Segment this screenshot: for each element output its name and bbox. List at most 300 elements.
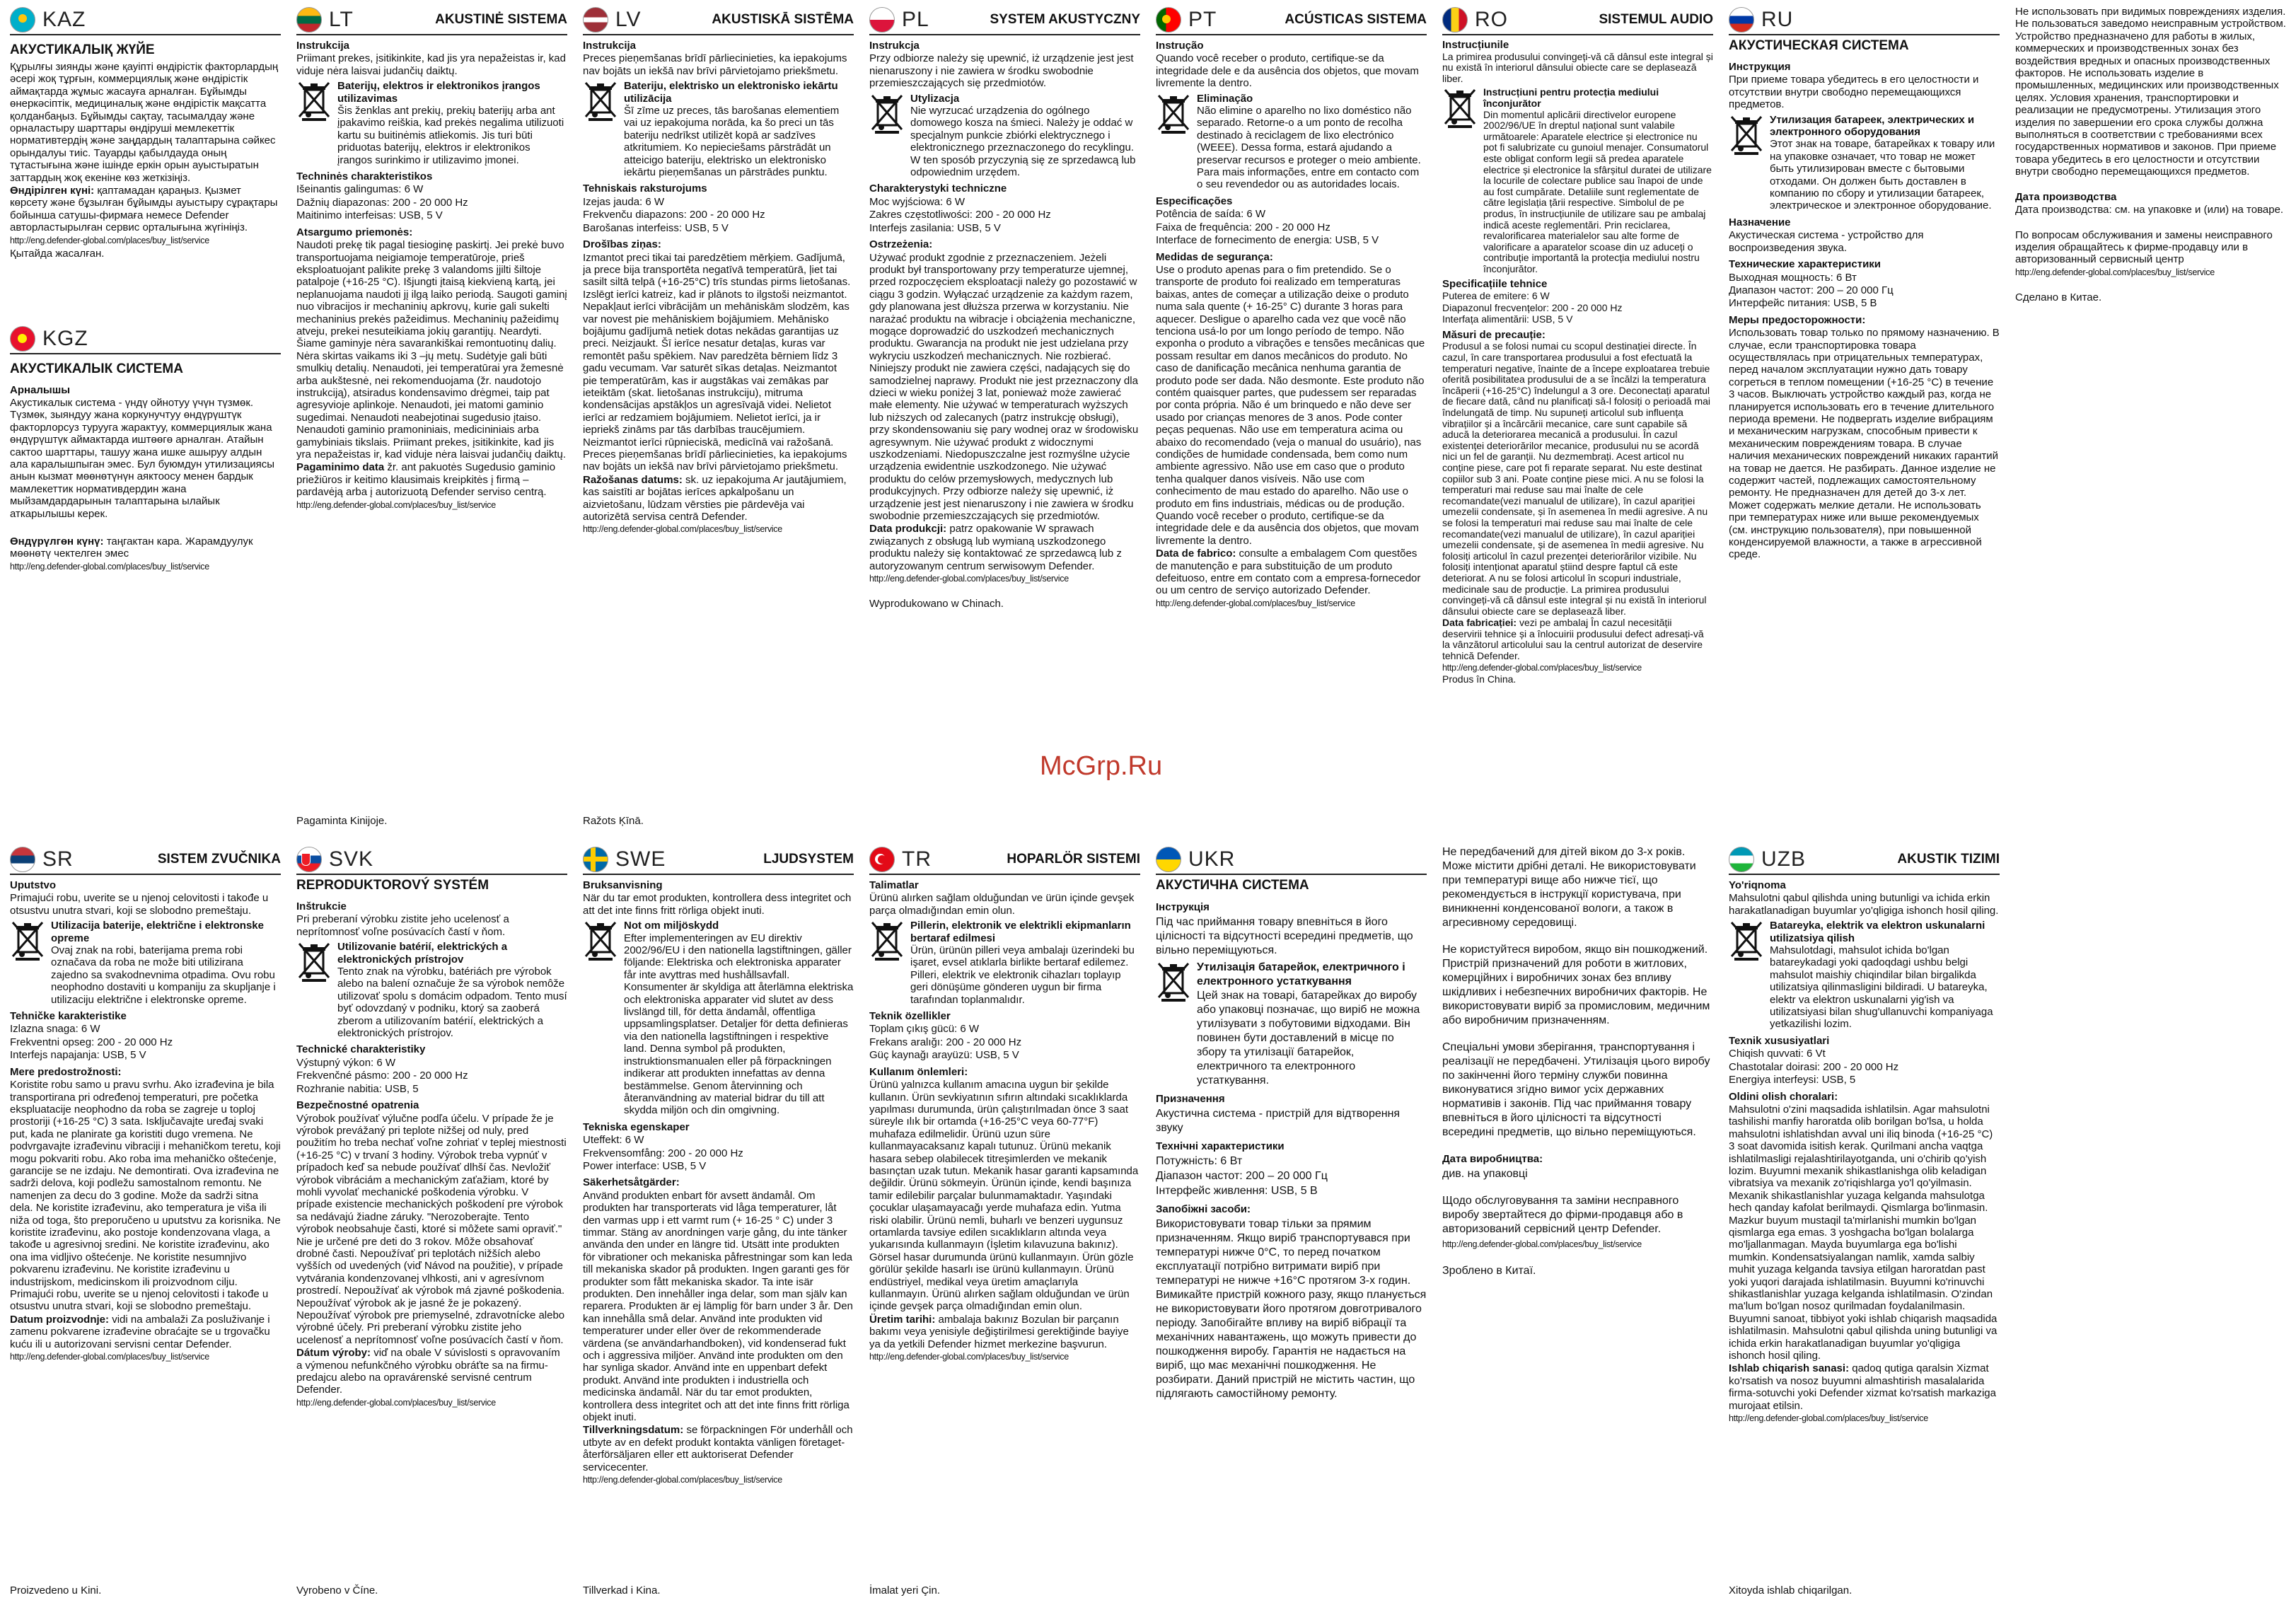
crossed-bin-icon bbox=[583, 920, 618, 961]
column-swe bbox=[580, 845, 857, 1599]
section-body-kaz bbox=[10, 61, 281, 261]
heading: Запобіжні засоби: bbox=[1156, 1203, 1251, 1215]
heading: Instrukcija bbox=[583, 40, 637, 52]
heading: Tehniskais raksturojums bbox=[583, 182, 707, 195]
paragraph: Ürünü alırken sağlam olduğundan ve ürün içinde gevşek parça olmadığından emin olun. bbox=[869, 892, 1135, 917]
language-code: KAZ bbox=[42, 8, 86, 31]
section-body-ro bbox=[1442, 35, 1713, 830]
date-label: Data de fabrico: bbox=[1156, 547, 1236, 560]
column-ru-continued bbox=[2012, 6, 2289, 830]
service-url: http://eng.defender-global.com/places/buy_list/service bbox=[1442, 1239, 1642, 1249]
recycling-title: Утилізація батарейок, електричного і електронного устаткування bbox=[1197, 961, 1405, 987]
section-body-lv bbox=[583, 35, 854, 815]
service-url: http://eng.defender-global.com/places/buy_list/service bbox=[10, 1352, 209, 1362]
recycling-text: Tento znak na výrobku, batériách pre výrobok alebo na balení označuje že sa výrobok nemôže utilizovať spolu s domácim odpadom. Tento musí byť odovzdaný v podniku, ktorý sa zaoberá zberom a utilizovaním batérií, elektrických a elektronických prístrojov. bbox=[337, 966, 567, 1040]
heading: Specificațiile tehnice bbox=[1442, 278, 1548, 291]
spec-line: Интерфейс питания: USB, 5 В bbox=[1729, 297, 1877, 310]
date-label: Pagaminimo data bbox=[296, 461, 385, 474]
crossed-bin-icon bbox=[583, 80, 618, 121]
heading: Tekniska egenskaper bbox=[583, 1120, 690, 1133]
column-sr bbox=[7, 845, 284, 1599]
recycling-title: Baterijų, elektros ir elektronikos įrangos utilizavimas bbox=[337, 80, 540, 105]
heading: Oldini olish choralari: bbox=[1729, 1090, 1838, 1103]
date-label: Data fabricației: bbox=[1442, 617, 1517, 629]
column-lv bbox=[580, 6, 857, 830]
heading: Techninės charakteristikos bbox=[296, 170, 433, 183]
paragraph: När du tar emot produkten, kontrollera dess integritet och att det inte finns fritt rörliga objekt inuti. bbox=[583, 892, 852, 917]
column-pt bbox=[1153, 6, 1430, 830]
spec-line: Interfața alimentării: USB, 5 V bbox=[1442, 313, 1573, 325]
heading: Technické charakteristiky bbox=[296, 1043, 426, 1056]
recycling-title: Bateriju, elektrisko un elektronisko iekārtu utilizācija bbox=[624, 80, 838, 105]
section-title: SYSTEM AKUSTYCZNY bbox=[990, 12, 1140, 27]
spec-line: Chastotalar doirasi: 200 - 20 000 Hz bbox=[1729, 1060, 1899, 1073]
column-ukr-continued bbox=[1439, 845, 1716, 1599]
section-title: ACÚSTICAS SISTEMA bbox=[1285, 12, 1427, 27]
recycling-text: Mahsulotdagi, mahsulot ichida bo'lgan batareykadagi yoki qadoqdagi ushbu belgi mahsulot maishiy chiqindilar bilan birgalikda utilizatsiya qilinmasligini bildiradi. U batareyka, elektr va elektron uskunalarni yig'ish va utilizatsiyasi bilan shug'ullanuvchi kompaniyaga yetkazilishi lozim. bbox=[1770, 944, 1993, 1031]
heading: Medidas de segurança: bbox=[1156, 250, 1273, 263]
date-text: viď na obale V súvislosti s opravovaním a výmenou nefunkčného výrobku obráťte sa na firmu-predajcu alebo na opravárenské servisné centrum Defender. bbox=[296, 1347, 560, 1396]
date-text: consulte a embalagem Com questões de manutenção e para substituição de um produto defeituoso, entre em contato com a empresa-fornecedor ou um centro de serviço autorizado Defender. bbox=[1156, 547, 1421, 597]
spec-line: Güç kaynağı arayüzü: USB, 5 V bbox=[869, 1049, 1019, 1062]
section-title: SISTEMUL AUDIO bbox=[1599, 12, 1713, 27]
paragraph: Не использовать при видимых повреждениях изделия. Не пользоваться заведомо неисправным устройством. Устройство предназначено для работы в жилых, коммерческих и производственных зонах без воздействия вредных и опасных производственных факторов. Не использовать изделие в промышленных, медицинских или производственных целях. Условия хранения, транспортировки и реализации не предусмотрены. Утилизация этого изделия по завершении его срока службы должна выполняться в соответствии с требованиями всех государственных нормативов и законов. При приеме товара убедитесь в его целостности и отсутствии внутри свободно перемещающихся предметов. bbox=[2015, 6, 2286, 178]
paragraph: La primirea produsului convingeți-vă că dânsul este integral și nu există în interiorul dânsului obiecte care se deplasează liber. bbox=[1442, 50, 1713, 84]
service-url: http://eng.defender-global.com/places/buy_list/service bbox=[10, 561, 209, 572]
language-code: PT bbox=[1188, 8, 1217, 31]
paragraph: Przy odbiorze należy się upewnić, iż urządzenie jest jest nienaruszony i nie zawiera w środku swobodnie przemieszczających się przedmiotów. bbox=[869, 52, 1134, 90]
spec-line: Діапазон частот: 200 – 20 000 Гц bbox=[1156, 1170, 1328, 1182]
paragraph: Używać produkt zgodnie z przeznaczeniem. Jeżeli produkt był transportowany przy temperaturze ujemnej, przed rozpoczęciem eksploatacji należy go pozostawić w ciągu 3 godzin. Wyłączać urządzenie za każdym razem, gdy planowana jest dłuższa przerwa w korzystaniu. Nie narażać produktu na wibracje i obciążenia mechaniczne, mogące doprowadzić do uszkodzeń mechanicznych produktu. Gwarancja na produkt nie jest udzielana przy wykryciu uszkodzeń mechanicznych. Nie rozbierać. Niniejszy produkt nie zawiera części, nadających się do samodzielnej naprawy. Produkt nie jest przeznaczony dla dzieci w wieku poniżej 3 lat, ponieważ może zawierać małe elementy. Nie używać w temperaturach wyższych lub niższych od zalecanych (patrz instrukcję obsługi), przy skondensowaniu się pary wodnej oraz w środowisku agresywnym. Nie używać produkt z widocznymi uszkodzeniami. Niedopuszczalne jest rozmyślne użycie urządzenia ewidentnie uszkodzonego. Nie używać produktu do celów przemysłowych, medycznych lub produkcyjnych. Przy odbiorze należy się upewnić, iż urządzenie jest jest nienaruszony i nie zawiera w środku swobodnie przemieszczających się przedmiotów. bbox=[869, 251, 1139, 523]
spec-line: Rozhranie nabitia: USB, 5 bbox=[296, 1082, 419, 1095]
paragraph: Produsul a se folosi numai cu scopul destinației directe. În cazul, în care transportarea produsului a fost efectuată la temperaturi negative, înainte de a începe exploatarea trebuie oferită posibilitatea produsului de a se încălzi la temperatura încăperii (+16-25°C) îndelungul a 3 ore. Deconectați aparatul de fiecare dată, când nu planificați să-l folosiți o perioadă mai îndelungată de timp. Nu supuneți articolul sub influența vibrațiilor și a încărcării mecanice, care sunt capabile să aducă la deteriorarea mecanică a produsului. În cazul existenței deteriorărilor mecanice, produsului nu se acordă nici un fel de garanții. Nu dezmembrați. Acest articol nu conține piese, care pot fi reparate separat. Nu este destinat copiilor sub 3 ani. Poate conține piese mici. A nu se folosi la temperaturi mai reduse sau mai înalte de cele recomandate(vezi manualul de utilizare), în cazul apariției umezelii condensate, și în asemenea în medii agresive. A nu se folosi la temperaturi mai reduse sau mai înalte de cele recomandate(vezi manualul de utilizare), în cazul apariției umezelii condensate, și de asemenea în medii agresive. Nu folosiți articolul în cazul prezenței deteriorărilor vizibile. Nu folosiți intenționat aparatul știind despre faptul că este deteriorat. A nu se folosi articolul în scopuri industriale, medicinale sau de producție. La primirea produsului convingeți-vă că dânsul este integral și nu există în interiorul dânsului obiecte care se deplasează liber. bbox=[1442, 340, 1710, 617]
section-title: АКУСТИКАЛЫК СИСТЕМА bbox=[10, 361, 183, 376]
date-label: Дата производства bbox=[2015, 190, 2117, 203]
section-body-ukr-continued bbox=[1442, 845, 1713, 1599]
paragraph: Не користуйтеся виробом, якщо він пошкоджений. Пристрій призначений для роботи в житлових, комерційних і виробничих зонах без впливу шкідливих і небезпечних виробничих факторів. Не використовувати виріб за промисловим, медичним або виробничим призначенням. bbox=[1442, 944, 1710, 1026]
romania-flag-icon bbox=[1442, 7, 1468, 33]
date-text: vidi na ambalaži Za posluživanje i zamenu pokvarene izrađevine obraćajte se u trgovačku kuću ili u autorizovani servisni centar Defender. bbox=[10, 1313, 270, 1350]
crossed-bin-icon bbox=[296, 80, 332, 121]
date-text: див. на упаковці bbox=[1442, 1168, 1528, 1180]
heading: Bruksanvisning bbox=[583, 879, 663, 891]
section-title: AKUSTIK TIZIMI bbox=[1897, 852, 2000, 867]
paragraph: Izmantot preci tikai tai paredzētiem mērķiem. Gadījumā, ja prece bija transportēta negatīvā temperatūrā, ļiet tai sasilt siltā telpā (+16-25°C) trīs stundas pirms lietošanas. Izslēgt ierīci katreiz, kad ir plānots to ilgstoši neizmantot. Nepakļaut ierīci vibrācijām un mehāniskām slodzēm, kas var novest pie mehāniskiem bojājumiem. Mehānisko bojājumu gadījumā netiek dotas nekādas garantijas uz preci. Neizjaukt. Šī ierīce nesatur detaļas, kuras var remontēt pašu spēkiem. Nav paredzēta bērniem līdz 3 gadu vecumam. Var saturēt sīkas detaļas. Neizmantot pie temperatūrām, kas ir augstākas vai zemākas par ieteiktām (skat. lietošanas instrukciju), mitruma kondensācijas apstākļos un agresīvajā videi. Nelietot ierīci ar redzamiem bojājumiem. Nelietot ierīci, ja ir iepriekš zināms par tās darbības traucējumiem. Neizmantot ierīci rūpnieciskā, medicīnā vai ražošanā. Preces pieņemšanas brīdī pārliecinieties, ka iepakojums nav bojāts un iekšā nav brīvi pārvietojamo priekšmetu. bbox=[583, 251, 851, 473]
spec-line: Diapazonul frecvențelor: 200 - 20 000 Hz bbox=[1442, 301, 1623, 313]
recycling-text: Não elimine o aparelho no lixo doméstico não separado. Retorne-o a um ponto de recolha destinado à reciclagem de lixo electrónico (WEEE). Dessa forma, estará ajudando a preservar recursos e proteger o meio ambiente. Para mais informações, entre em contacto com o seu revendedor ou as autoridades locais. bbox=[1197, 105, 1421, 191]
column-ro bbox=[1439, 6, 1716, 830]
heading: Призначення bbox=[1156, 1093, 1225, 1105]
spec-line: Выходная мощность: 6 Вт bbox=[1729, 271, 1857, 284]
heading: Charakterystyki techniczne bbox=[869, 182, 1007, 195]
section-header-lv bbox=[583, 6, 854, 35]
recycling-notice bbox=[1729, 114, 2000, 212]
paragraph: Использовать товар только по прямому назначению. В случае, если транспортировка товара осуществлялась при отрицательных температурах, перед началом эксплуатации нужно дать товару согреться в теплом помещении (+16-25 °С) в течение 3 часов. Выключать устройство каждый раз, когда не планируется использовать его в течение длительного периода времени. Не подвергать изделие вибрациям и механическим нагрузкам, способным привести к механическим повреждениям товара. В случае наличия механических повреждений никаких гарантий на товар не дается. Не разбирать. Данное изделие не содержит частей, подлежащих самостоятельному ремонту. Не предназначен для детей до 3-х лет. Может содержать мелкие детали. Не использовать при температурах ниже или выше рекомендуемых (см. инструкцию пользователя), при повышенной конденсируемой влажности, а также в агрессивной среде. bbox=[1729, 327, 2000, 561]
recycling-text: Efter implementeringen av EU direktiv 2002/96/EU i den nationella lagstiftningen, gäller följande: Elektriska och elektroniska apparater får inte avyttras med hushållsavfall. Konsumenter är skyldiga att återlämna elektriska och elektroniska apparater vid slutet av dess livslängd till, för detta ändamål, offentliga uppsamlingsplatser. Detaljer för detta definieras via den nationella lagstiftningen i respektive land. Denna symbol på produkten, instruktionsmanualen eller på förpackningen indikerar att produkten innefattas av denna bestämmelse. Genom återvinning och återanvändning av material bidrar du till att skydda miljön och din omgivning. bbox=[624, 932, 854, 1117]
serbia-flag-icon bbox=[10, 847, 35, 872]
heading: Especificações bbox=[1156, 195, 1233, 207]
lithuania-flag-icon bbox=[296, 7, 322, 33]
made-in: Сделано в Китае. bbox=[2015, 291, 2102, 304]
made-in: Зроблено в Китаї. bbox=[1442, 1265, 1536, 1277]
recycling-title: Utylizacja bbox=[910, 92, 960, 105]
date-text: se förpackningen För underhåll och utbyte av en defekt produkt kontakta vänligen företaget-återförsäljaren eller ett auktoriserat Defender servicecenter. bbox=[583, 1424, 853, 1473]
recycling-text: Цей знак на товарі, батарейках до виробу або упаковці позначає, що виріб не можна утилізувати з побутовими відходами. Він повинен бути доставлений в місце по збору та утилізації батарейок, електричного та електронного устаткування. bbox=[1197, 990, 1420, 1087]
section-header-ru bbox=[1729, 6, 2000, 35]
recycling-text: Ürün, ürünün pilleri veya ambalajı üzerindeki bu işaret, evsel atıklarla birlikte bertaraf edilemez. Pilleri, elektrik ve elektronik cihazları toplayıp geri dönüşüme gönderen uygun bir firma tarafından toplanmalıdır. bbox=[910, 944, 1135, 1006]
section-header-lt bbox=[296, 6, 567, 35]
date-label: Dátum výroby: bbox=[296, 1347, 371, 1360]
service-url: http://eng.defender-global.com/places/buy_list/service bbox=[10, 235, 209, 245]
paragraph: Спеціальні умови зберігання, транспортування і реалізації не передбачені. Утилізація цього виробу по закінченні його терміну служби повинна виконуватися згідно вимог усіх державних нормативів і законів. Під час приймання товару впевніться в його цілісності та відсутності всередині предметів, що вільно переміщуються. bbox=[1442, 1041, 1710, 1138]
heading: Kullanım önlemleri: bbox=[869, 1065, 968, 1078]
crossed-bin-icon bbox=[869, 920, 905, 961]
paragraph: Mahsulotni o'zini maqsadida ishlatilsin. Agar mahsulotni tashilishi manfiy haroratda olib borilgan bo'lsa, u holda mahsulotni ishlatishdan avval uni iliq binoda (+16-25 °C) 3 soat davomida isitish kerak. Qurilmani ancha vaqtga ishlatilmasligi rejalashtirilayotganda, uni o'chirib qo'yish lozim. Buyumni mexanik shikastlanishga olib keladigan vibratsiya va mexanik zo'riqishlarga yo'l qo'yilmasin. Mexanik shikastlanishlar yuzaga kelganda mahsulotga hech qanday kafolat berilmaydi. Qismlarga bo'linmasin. Mazkur buyum mustaqil ta'mirlanishi mumkin bo'lgan qismlarga ega emas. 3 yoshgacha bo'lgan bolalarga mo'ljallanmagan. Mayda buyumlarga ega bo'lishi mumkin. Kondensatsiyalangan namlik, xamda salbiy muhit yuzaga kelganda tavsiya etilgan haroratdan past yoki yuqori darajada ishlatilmasin. Buyumni ko'rinuvchi shikastlanishlar yuzaga kelganda ishlatilmasin. O'zindan ma'lum bo'lgan nosoz qurilmadan foydalanilmasin. Buyumni sanoat, tibbiyot yoki ishlab chiqarish maqsadida ishlatilmasin. Mahsulotni qabul qilishda uning butunligi va ichida erkin harakatlanadigan buyumlar yo'qligiga ishonch hosil qiling. bbox=[1729, 1103, 1998, 1362]
spec-line: Potência de saída: 6 W bbox=[1156, 208, 1266, 221]
language-code: PL bbox=[902, 8, 929, 31]
spec-line: Toplam çıkış gücü: 6 W bbox=[869, 1023, 980, 1036]
paragraph: Pri preberaní výrobku zistite jeho ucelenosť a neprítomnosť voľne posúvacích častí v ňom. bbox=[296, 913, 509, 938]
heading: Mere predostrožnosti: bbox=[10, 1065, 122, 1078]
date-label: Дата виробництва: bbox=[1442, 1153, 1543, 1165]
recycling-title: Утилизация батареек, электрических и электронного оборудования bbox=[1770, 113, 1975, 139]
language-code: SR bbox=[42, 847, 74, 871]
crossed-bin-icon bbox=[10, 920, 45, 961]
paragraph: Використовувати товар тільки за прямим призначенням. Якщо виріб транспортувався при температурі нижче 0°С, то перед початком експлуатації потрібно витримати виріб при температурі не нижче +16°С протягом 3-х годин. Вимикайте пристрій кожного разу, якщо планується не використовувати його протягом довготривалого періоду. Запобігайте впливу на виріб вібрації та механічних навантажень, що можуть привести до пошкодження виробу. Гарантія не надається на виріб, що має механічні пошкодження. Не розбирати. Даний пристрій не містить частин, що підлягають самостійному ремонту. bbox=[1156, 1218, 1427, 1400]
spec-line: Interface de fornecimento de energia: USB, 5 V bbox=[1156, 234, 1379, 247]
heading: Talimatlar bbox=[869, 879, 919, 891]
service-url: http://eng.defender-global.com/places/buy_list/service bbox=[1156, 598, 1355, 608]
paragraph: Primajući robu, uverite se u njenoj celovitosti i takođe u otsustvu unutra stvari, koji se slobodno premeštaju. bbox=[10, 892, 269, 917]
made-in: Ražots Ķīnā. bbox=[583, 815, 644, 827]
paragraph: Naudoti prekę tik pagal tiesioginę paskirtį. Jei prekė buvo transportuojama neigiamoje temperatūroje, prieš eksploatuojant palikite prekę 3 valandoms įjilti šiltoje patalpoje (+16-25 °C). Išjungti įtaisą kiekvieną kartą, jei neplanuojama naudoti jį ilgą laiko periodą. Saugoti gaminį nuo vibracijos ir mechaninių apkrovų, kurie gali sukelti mechaninius prekės pažeidimus. Mechaninių pažeidimų atveju, prekei nesuteikiama jokių garantijų. Neardyti. Šiame gaminyje nėra savarankiškai remontuotinų dalių. Nėra skirtas vaikams iki 3 –jų metų. Sudėtyje gali būti smulkių detalių. Nenaudoti, jei temperatūrai yra žemesnė arba aukštesnė, nei rekomenduojama (žr. naudotojo instrukciją), atsiradus kondensavimo drėgmei, taip pat agresyvioje aplinkoje. Nenaudoti, jei matomi gaminio sugedimai. Nenaudoti neabejotinai sugedusio įtaiso. Nenaudoti gaminio pramoniniais, medicininiais arba gamybiniais tikslais. Priimant prekes, įsitikinkite, kad jis yra nepažeistas ir, kad viduje nėra laisvai judančių daiktų. bbox=[296, 239, 567, 460]
section-header-pt bbox=[1156, 6, 1427, 35]
heading: Технические характеристики bbox=[1729, 258, 1882, 271]
language-code: SWE bbox=[615, 847, 666, 871]
heading: Säkerhetsåtgärder: bbox=[583, 1176, 680, 1189]
language-code: KGZ bbox=[42, 326, 88, 350]
service-url: http://eng.defender-global.com/places/buy_list/service bbox=[583, 524, 782, 535]
made-in: Vyrobeno v Číne. bbox=[296, 1584, 378, 1597]
section-body-ru-continued bbox=[2015, 6, 2286, 830]
section-body-lt bbox=[296, 35, 567, 815]
paragraph: При приеме товара убедитесь в его целостности и отсутствии внутри свободно перемещающихся предметов. bbox=[1729, 74, 1979, 111]
recycling-title: Instrucțiuni pentru protecția mediului înconjurător bbox=[1483, 86, 1659, 109]
recycling-notice bbox=[1156, 93, 1427, 191]
recycling-text: Šis ženklas ant prekių, prekių baterijų arba ant įpakavimo reiškia, kad prekės negalima utilizuoti kartu su buitinėmis atliekomis. Jis turi būti priduotas baterijų, elektros ir elektronikos įrangos surinkimo ir utilizavimo įmonei. bbox=[337, 105, 564, 166]
spec-line: Frekventni opseg: 200 - 20 000 Hz bbox=[10, 1036, 173, 1048]
paragraph: Koristite robu samo u pravu svrhu. Ako izrađevina je bila transportirana pri određenoj temperaturi, pre početka ekspluatacije neophodno da roba se zagreje u toploj prostoriji (+16-25 °C) 3 sata. Isključavajte uređaj svaki put, kada ne planirate ga koristiti dugo vremena. Ne podvrgavajte izrađevinu vibraciji i mehaničkom teretu, koji mogu pokvariti robu. Ako roba ima mehaničko oštećenje, garancije se ne izdaju. Ne demontirati. Ova izrađevina ne sadrži delova, koji podležu samostalnom remontu. Ne namenjen za decu do 3 godine. Može da sadrži sitna dela. Ne koristite izrađevinu, ako temperatura je viša ili niža od toga, što preporučeno u uputstvu za korisnika. Ne koristite izrađevinu, ako postoje kondenzovana vlaga, a takođe u agresivnoj sredini. Ne koristite izrađevinu, ako ona ima vidljivo oštećenje. Ne koristite nesumnjivo pokvarenu izrađevinu. Ne koristite izrađevinu u industrijskom, medicinskom ili proizvodnom cilju. Primajući robu, uverite se u njenoj celovitosti i takođe u otsustvu unutra stvari, koji se slobodno premeštaju. bbox=[10, 1079, 281, 1313]
paragraph: Preces pieņemšanas brīdī pārliecinieties, ka iepakojums nav bojāts un iekšā nav brīvi pārvietojamo priekšmetu. bbox=[583, 52, 847, 77]
heading: Bezpečnostné opatrenia bbox=[296, 1099, 419, 1112]
section-body-pl bbox=[869, 35, 1140, 830]
recycling-title: Pillerin, elektronik ve elektrikli ekipmanların bertaraf edilmesi bbox=[910, 920, 1131, 944]
portugal-flag-icon bbox=[1156, 7, 1181, 33]
spec-line: Dažnių diapazonas: 200 - 20 000 Hz bbox=[296, 196, 468, 209]
crossed-bin-icon bbox=[1442, 87, 1478, 128]
heading: Tehničke karakteristike bbox=[10, 1010, 127, 1023]
date-label: Üretim tarihi: bbox=[869, 1313, 936, 1326]
recycling-notice bbox=[296, 80, 567, 166]
language-code: LT bbox=[329, 8, 354, 31]
recycling-notice bbox=[10, 920, 281, 1006]
date-text: Дата производства: см. на упаковке и (или) на товаре. bbox=[2015, 204, 2284, 216]
spec-line: Диапазон частот: 200 – 20 000 Гц bbox=[1729, 284, 1894, 296]
service-url: http://eng.defender-global.com/places/buy_list/service bbox=[869, 574, 1069, 584]
recycling-notice bbox=[1156, 961, 1427, 1088]
spec-line: Frekvenčné pásmo: 200 - 20 000 Hz bbox=[296, 1070, 468, 1082]
language-code: UZB bbox=[1761, 847, 1806, 871]
date-text: patrz opakowanie W sprawach związanych z obsługą lub wymianą uszkodzonego produktu należy się kontaktować ze sprzedawcą lub z autoryzowanym centrum serwisowym Defender. bbox=[869, 523, 1122, 572]
recycling-text: Šī zīme uz preces, tās barošanas elementiem vai uz iepakojuma norāda, ka šo preci un tās bateriju nedrīkst utilizēt kopā ar sadzīves atkritumiem. Ko nepieciešams pārstrādāt un atteicigo bateriju, elektrisko un elektronisko iekārtu pieņemšanas un pārstrādes punktu. bbox=[624, 105, 840, 179]
spec-line: Išeinantis galingumas: 6 W bbox=[296, 183, 424, 196]
spec-line: Frekvenču diapazons: 200 - 20 000 Hz bbox=[583, 209, 765, 221]
section-title: АКУСТИЧЕСКАЯ СИСТЕМА bbox=[1729, 38, 1909, 53]
spec-line: Інтерфейс живлення: USB, 5 В bbox=[1156, 1185, 1318, 1197]
recycling-title: Eliminação bbox=[1197, 92, 1253, 105]
date-text: vezi pe ambalaj În cazul necesității deservirii tehnice și a înlocuirii produsului defect adresați-vă la vânzătorul articolului sau la centrul autorizat de deservire tehnică Defender. bbox=[1442, 617, 1704, 662]
paragraph: Акустична система - пристрій для відтворення звуку bbox=[1156, 1108, 1401, 1134]
slovakia-flag-icon bbox=[296, 847, 322, 872]
service-url: http://eng.defender-global.com/places/buy_list/service bbox=[1442, 662, 1642, 673]
turkey-flag-icon bbox=[869, 847, 895, 872]
paragraph: Priimant prekes, įsitikinkite, kad jis yra nepažeistas ir, kad viduje nėra laisvai judančių daiktų. bbox=[296, 52, 566, 77]
heading: Instrukcja bbox=[869, 40, 920, 52]
spec-line: Faixa de frequência: 200 - 20 000 Hz bbox=[1156, 221, 1330, 233]
recycling-notice bbox=[1442, 87, 1713, 274]
spec-line: Výstupný výkon: 6 W bbox=[296, 1056, 396, 1069]
heading: Ostrzeżenia: bbox=[869, 238, 933, 251]
section-title: АКУСТИКАЛЫҚ ЖҮЙЕ bbox=[10, 42, 155, 57]
section-title: AKUSTISKĀ SISTĒMA bbox=[712, 12, 854, 27]
spec-line: Izejas jauda: 6 W bbox=[583, 195, 665, 208]
date-text: žr. ant pakuotės Sugedusio gaminio priežiūros ir keitimo klausimais kreipkitės į firmą – pardavėją arba į autorizuotą Defender serviso centrą. bbox=[296, 461, 556, 499]
heading: Uputstvo bbox=[10, 879, 56, 891]
heading: Texnik xususiyatlari bbox=[1729, 1034, 1830, 1047]
made-in: İmalat yeri Çin. bbox=[869, 1584, 941, 1597]
column-svk bbox=[294, 845, 570, 1599]
spec-line: Frekvensomfång: 200 - 20 000 Hz bbox=[583, 1147, 743, 1159]
made-in: Pagaminta Kinijoje. bbox=[296, 815, 388, 827]
service-url: http://eng.defender-global.com/places/buy_list/service bbox=[2015, 267, 2215, 277]
column-kaz-kgz bbox=[7, 6, 284, 830]
spec-line: Maitinimo interfeisas: USB, 5 V bbox=[296, 209, 443, 222]
paragraph: Акустикалык система - үндү ойнотуу үчүн түзмөк. Түзмөк, зыяндуу жана коркунучтуу өндүрүштүк факторлорсуз турууга жарактуу, коммерциялык жана өндүрүштүк аймактарда иштөөгө арналган. Атайын сактоо шарттары, ташуу жана ишке ашыруу алдын ала каралышпыган эмес. Бул буюмдун утилизациясы анын кызмат мөөнөтүнүн аяктоосу менен бардык мамлекеттик нормативдердин жана мыйзамдардарынын талаптарына ылайык аткарылышы керек. bbox=[10, 396, 275, 520]
paragraph: Výrobok používať výlučne podľa účelu. V prípade že je výrobok prevážaný pri teplote nižšej od nuly, pred použitím ho treba nechať voľne zohriať v teplej miestnosti (+16-25 °C) v trvaní 3 hodiny. Výrobok treba vypnúť v prípadoch keď sa nebude používať dlhší čas. Nevložiť výrobok vibráciám a mechanickým zaťažiam, ktoré by mohli vyvolať mechanické poškodenia výrobku. V prípade existencie mechanických poškodení pre výrobok sa nedávajú žiadne záruky. "Nerozoberajte. Tento výrobok neobsahuje časti, ktoré si môžete sami opraviť." Nie je určené pre deti do 3 rokov. Môže obsahovať drobné časti. Nepoužívať pri teplotách nižších alebo vyšších od uvedených (viď Návod na použitie), v prípade vytvárania kondenzovanej vlhkosti, ani v agresívnom prostredí. Nepoužívať ak výrobok má zjavné poškodenia. Nepoužívať výrobok ak je jasné že je pokazený. Nepoužívať výrobok pre priemyselné, zdravotnícke alebo výrobné účely. Pri preberaní výrobku zistite jeho ucelenosť a neprítomnosť voľne posúvacích častí v ňom. bbox=[296, 1112, 567, 1346]
recycling-text: Din momentul aplicării directivelor europene 2002/96/UE în dreptul național sunt valabile următoarele: Aparatele electrice și electronice nu pot fi salubrizate cu gunoiul menajer. Consumatorul este obligat conform legii să predea aparatele electrice și electronice la sfârșitul duratei de utilizare la locurile de colectare publice sau înapoi de unde au fost cumpărate. Detaliile sunt reglementate de către legislația țării respective. Simbolul de pe produs, în instrucțiunile de utilizare sau pe ambalaj indică aceste reglementări. Prin reciclarea, revalorificarea materialelor sau alte forme de valorificare a aparatelor scoase din uz aduceți o contribuție importantă la protecția mediului nostru înconjurător. bbox=[1483, 108, 1712, 274]
sweden-flag-icon bbox=[583, 847, 608, 872]
recycling-text: Этот знак на товаре, батарейках к товару или на упаковке означает, что товар не может быть утилизирован вместе с бытовыми отходами. Он должен быть доставлен в компанию по сбору и утилизации батареек, электрическое и электронное оборудование. bbox=[1770, 138, 1995, 212]
date-label: Tillverkningsdatum: bbox=[583, 1424, 684, 1437]
paragraph: Щодо обслуговування та заміни несправного виробу звертайтеся до фірми-продавця або в авторизований сервісний центр Defender. bbox=[1442, 1195, 1683, 1235]
section-title: HOPARLÖR SISTEMI bbox=[1007, 852, 1140, 867]
spec-line: Interfejs napajanja: USB, 5 V bbox=[10, 1049, 146, 1062]
recycling-text: Nie wyrzucać urządzenia do ogólnego domowego kosza na śmieci. Należy je oddać w specjalnym punkcie zbiórki elektrycznego i elektronicznego przeznaczonego do recyklingu. W ten sposób przyczynią się ze sprzedawcą lub odpowiednim urzędem. bbox=[910, 105, 1136, 179]
heading: Drošības ziņas: bbox=[583, 238, 661, 251]
recycling-title: Not om miljöskydd bbox=[624, 920, 719, 932]
crossed-bin-icon bbox=[1729, 920, 1764, 961]
section-header-svk bbox=[296, 845, 567, 875]
section-header-ro bbox=[1442, 6, 1713, 35]
watermark: McGrp.Ru bbox=[1040, 751, 1163, 781]
recycling-notice bbox=[1729, 920, 2000, 1031]
spec-line: Izlazna snaga: 6 W bbox=[10, 1023, 100, 1036]
paragraph: Use o produto apenas para o fim pretendido. Se o transporte de produto foi realizado em temperaturas baixas, antes de começar a utilização deixe o produto numa sala quente (+ 16-25° C) durante 3 horas para aquecer. Desligue o aparelho cada vez que você não tenciona usá-lo por um longo período de tempo. Não exponha o produto a vibrações e tensões mecânicas que possam resultar em danos mecânicos do produto. No caso de danificação mecânica nenhuma garantia de produto pode ser dada. Não desmonte. Este produto não contém quaisquer partes, que pudessem ser reparadas por conta própria. Não é um brinquedo e não deve ser usado por crianças menores de 3 anos. Pode conter peças pequenas. Não use em temperatura acima ou abaixo do recomendado (veja o manual do usuário), nas condições de humidade condensada, bem como num ambiente agressivo. Não use em caso que o produto tenha qualquer danos visíveis. Não use com conhecimento de mau estado do aparelho. Não use o produto em fins industriais, médicas ou de produção. Quando você receber o produto, certifique-se da integridade dele e da ausência dos objetos, que movam livremente la dentro. bbox=[1156, 263, 1425, 547]
made-in: Proizvedeno u Kini. bbox=[10, 1584, 102, 1597]
date-label: Өндірілген күні: bbox=[10, 185, 95, 197]
section-header-sr bbox=[10, 845, 281, 875]
heading: Инструкция bbox=[1729, 61, 1791, 73]
language-code: UKR bbox=[1188, 847, 1236, 871]
section-body-kgz bbox=[10, 380, 281, 830]
paragraph: По вопросам обслуживания и замены неисправного изделия обращайтесь к фирме-продавцу или в авторизованный сервисный центр bbox=[2015, 228, 2273, 266]
column-uzb bbox=[1726, 845, 2002, 1599]
recycling-text: Ovaj znak na robi, baterijama prema robi označava da roba ne može biti utilizirana zajedno sa svakodnevnima otpadima. Ovu robu neophodno dostaviti u kompaniju za skupljanje i utilizaciju električne i elektronske opreme. bbox=[51, 944, 276, 1006]
paragraph: Құрылғы зиянды және қауіпті өндірістік факторлардың әсері жоқ тұрғын, коммерциялық және өндірістік аймақтарда жұмыс жасауға арналған. Бұйымды өнеркәсіптік, медициналық және өндірістік мақсатта қолданбаңыз. Бұйымды сақтау, тасымалдау және орналастыру шарттары өндіруші мемлекеттік нормативтердің және заңдардың талаптарына сәйкес орындалуы тиіс. Тауарды қабылдауда оның тұтастығына және ішінде еркін орын ауыстыратын заттардың жоқ екеніне көз жеткізіңіз. bbox=[10, 61, 279, 184]
section-body-pt bbox=[1156, 35, 1427, 830]
heading: Назначение bbox=[1729, 216, 1791, 228]
section-body-uzb bbox=[1729, 875, 2000, 1584]
date-text: qadoq qutiga qaralsin Xizmat ko'rsatish va nosoz buyumni almashtirish masalalarida firma-sotuvchi yoki Defender xizmat ko'rsatish markaziga murojaat etilsin. bbox=[1729, 1362, 1996, 1412]
language-code: RU bbox=[1761, 8, 1794, 31]
uzbekistan-flag-icon bbox=[1729, 847, 1754, 872]
section-header-kaz bbox=[10, 6, 281, 35]
heading: Măsuri de precauție: bbox=[1442, 328, 1546, 341]
service-url: http://eng.defender-global.com/places/buy_list/service bbox=[296, 499, 496, 510]
spec-line: Interfejs zasilania: USB, 5 V bbox=[869, 221, 1001, 234]
recycling-notice bbox=[583, 920, 854, 1117]
section-body-ru bbox=[1729, 57, 2000, 830]
section-title: АКУСТИЧНА СИСТЕМА bbox=[1156, 878, 1309, 893]
section-header-kgz bbox=[10, 325, 281, 354]
language-code: LV bbox=[615, 8, 642, 31]
paragraph: Акустическая система - устройство для воспроизведения звука. bbox=[1729, 229, 1924, 254]
spec-line: Puterea de emitere: 6 W bbox=[1442, 290, 1550, 302]
made-in: Xitoyda ishlab chiqarilgan. bbox=[1729, 1584, 1853, 1597]
date-text: таңгактан кара. Жарамдуулук мөөнөтү чектелген эмес bbox=[10, 535, 253, 560]
empty-column bbox=[2012, 830, 2289, 1599]
heading: Instrucțiunile bbox=[1442, 39, 1509, 51]
recycling-notice bbox=[869, 920, 1140, 1006]
russia-flag-icon bbox=[1729, 7, 1754, 33]
spec-line: Потужність: 6 Вт bbox=[1156, 1155, 1243, 1167]
section-title: AKUSTINĖ SISTEMA bbox=[435, 12, 567, 27]
column-tr bbox=[866, 845, 1143, 1599]
date-text: sk. uz iepakojuma Ar jautājumiem, kas saistīti ar bojātas ierīces apkalpošanu un aizvietošanu, lūdzam vērsties pie pārdevēja vai autorizētā servisa centrā Defender. bbox=[583, 473, 847, 523]
section-title: SISTEM ZVUČNIKA bbox=[157, 852, 281, 867]
paragraph: Ürünü yalnızca kullanım amacına uygun bir şekilde kullanın. Ürün sevkiyatının sıfırın altındaki sıcaklıklarda yapılması durumunda, ürün çalıştırılmadan önce 3 saat süreyle ılık bir ortamda (+16-25°C veya 60-77°F) muhafaza edilmelidir. Ürünü uzun süre kullanmayacaksanız kapalı tutunuz. Ürünü mekanik hasara sebep olabilecek titreşimlerden ve mekanik basınçtan uzak tutun. Mekanik hasar garanti kapsamında değildir. Ürünü sökmeyin. Ürünün içinde, kendi başınıza tamir edilebilir parçalar bulunmamaktadır. Yaşındaki çocuklar ulaşamayacağı yerde muhafaza edin. Yutma riski olabilir. Ürünü nemli, buharlı ve benzeri uygunsuz ortamlarda tavsiye edilen sıcaklıkların altında veya yukarısında kullanmayın (İşletim kılavuzuna bakınız). Görsel hasar durumunda ürünü kullanmayın. Ürün gözle görülür şekilde hasarlı ise ürünü kullanmayın. Ürünü endüstriyel, medikal veya üretim amaçlarıyla kullanmayın. Ürünü alırken sağlam olduğundan ve ürün içinde gevşek parça olmadığından emin olun. bbox=[869, 1079, 1139, 1313]
crossed-bin-icon bbox=[1156, 961, 1191, 1002]
heading: Instrução bbox=[1156, 40, 1204, 52]
section-body-svk bbox=[296, 896, 567, 1584]
manual-page bbox=[7, 6, 2289, 1599]
heading: Inštrukcie bbox=[296, 900, 347, 912]
section-header-uzb bbox=[1729, 845, 2000, 875]
recycling-notice bbox=[583, 80, 854, 178]
spec-line: Barošanas interfeiss: USB, 5 V bbox=[583, 221, 729, 234]
ukraine-flag-icon bbox=[1156, 847, 1181, 872]
recycling-notice bbox=[869, 93, 1140, 179]
heading: Instrukcija bbox=[296, 40, 350, 52]
spec-line: Chiqish quvvati: 6 Vt bbox=[1729, 1048, 1826, 1060]
section-body-ukr bbox=[1156, 896, 1427, 1599]
section-title: REPRODUKTOROVÝ SYSTÉM bbox=[296, 878, 489, 893]
heading: Інструкція bbox=[1156, 901, 1210, 913]
column-pl bbox=[866, 6, 1143, 830]
paragraph: Не передбачений для дітей віком до 3-х років. Може містити дрібні деталі. Не використовувати при температурі вище або нижче тієї, що рекомендується в інструкції користувача, при виникненні конденсованої вологи, а також в агресивному середовищі. bbox=[1442, 846, 1696, 929]
section-body-tr bbox=[869, 875, 1140, 1584]
spec-line: Power interface: USB, 5 V bbox=[583, 1159, 707, 1172]
section-body-swe bbox=[583, 875, 854, 1584]
date-label: Өндүрүлгөн күнү: bbox=[10, 535, 104, 547]
crossed-bin-icon bbox=[1729, 114, 1764, 155]
section-header-swe bbox=[583, 845, 854, 875]
paragraph: Använd produkten enbart för avsett ändamål. Om produkten har transporterats vid låga temperaturer, låt den varmas upp i ett varmt rum (+ 16-25 ° C) under 3 timmar. Stäng av anordningen varje gång, du inte tänker använda den under en längre tid. Utsätt inte produkten för vibrationer och mekaniska påfrestningar som kan leda till mekaniska skador på produkten. Ingen garanti ges för produkter som fått mekaniska skador. Ta inte isär produkten. Den innehåller inga delar, som man själv kan reparera. Produkten är ej lämplig för barn under 3 år. Den kan innehålla små delar. Använd inte produkten vid temperaturer under eller över de rekommenderade värdena (se användarhandboken), vid kondenserad fukt och i aggressiva miljöer. Använd inte produkten om den har synliga skador. Använd inte en uppenbart defekt produkt. Använd inte produkten i industriella och medicinska ändamål. När du tar emot produkten, kontrollera dess integritet och att det inte finns fritt rörliga objekt inuti. bbox=[583, 1189, 853, 1424]
service-url: http://eng.defender-global.com/places/buy_list/service bbox=[1729, 1413, 1928, 1424]
section-body-sr bbox=[10, 875, 281, 1584]
kyrgyzstan-flag-icon bbox=[10, 326, 35, 352]
language-code: SVK bbox=[329, 847, 374, 871]
recycling-title: Utilizacija baterije, električne i elektronske opreme bbox=[51, 920, 264, 944]
spec-line: Frekans aralığı: 200 - 20 000 Hz bbox=[869, 1036, 1022, 1048]
section-header-pl bbox=[869, 6, 1140, 35]
kazakhstan-flag-icon bbox=[10, 7, 35, 33]
column-lt bbox=[294, 6, 570, 830]
spec-line: Uteffekt: 6 W bbox=[583, 1134, 644, 1147]
date-text: ambalaja bakınız Bozulan bir parçanın bakımı veya yenisiyle değiştirilmesi gerektiğinde bayiye ya da yetkili Defender hizmet merkezine başvurun. bbox=[869, 1313, 1129, 1350]
heading: Teknik özellikler bbox=[869, 1010, 951, 1023]
paragraph: Mahsulotni qabul qilishda uning butunligi va ichida erkin harakatlanadigan buyumlar yo'qligiga ishonch hosil qiling. bbox=[1729, 892, 1999, 917]
latvia-flag-icon bbox=[583, 7, 608, 33]
spec-line: Energiya interfeysi: USB, 5 bbox=[1729, 1074, 1856, 1087]
section-header-ukr bbox=[1156, 845, 1427, 875]
poland-flag-icon bbox=[869, 7, 895, 33]
paragraph: Quando você receber o produto, certifique-se da integridade dele e da ausência dos objetos, que movam livremente la dentro. bbox=[1156, 52, 1419, 90]
crossed-bin-icon bbox=[296, 941, 332, 982]
date-text: қаптамадан қараңыз. Қызмет көрсету және бұзылған бұйымды ауыстыру сұрақтары бойынша сатушы-фирмаға немесе Defender авторластырылған сервис орталығына жүгініңіз. bbox=[10, 185, 278, 234]
heading: Atsargumo priemonės: bbox=[296, 226, 413, 238]
made-in: Tillverkad i Kina. bbox=[583, 1584, 661, 1597]
made-in: Қытайда жасалған. bbox=[10, 248, 105, 260]
column-ukr bbox=[1153, 845, 1430, 1599]
recycling-notice bbox=[296, 941, 567, 1039]
spec-line: Moc wyjściowa: 6 W bbox=[869, 195, 966, 208]
column-ru bbox=[1726, 6, 2002, 830]
crossed-bin-icon bbox=[869, 93, 905, 134]
recycling-title: Utilizovanie batérií, elektrických a elektronických prístrojov bbox=[337, 941, 508, 966]
service-url: http://eng.defender-global.com/places/buy_list/service bbox=[296, 1397, 496, 1408]
spec-line: Zakres częstotliwości: 200 - 20 000 Hz bbox=[869, 209, 1051, 221]
made-in: Produs în China. bbox=[1442, 673, 1517, 685]
date-label: Ražošanas datums: bbox=[583, 473, 683, 486]
language-code: RO bbox=[1475, 8, 1508, 31]
date-label: Datum proizvodnje: bbox=[10, 1313, 110, 1326]
heading: Арналышы bbox=[10, 383, 71, 396]
heading: Yo'riqnoma bbox=[1729, 879, 1786, 891]
language-code: TR bbox=[902, 847, 932, 871]
section-title: LJUDSYSTEM bbox=[763, 852, 854, 867]
crossed-bin-icon bbox=[1156, 93, 1191, 134]
recycling-title: Batareyka, elektrik va elektron uskunalarni utilizatsiya qilish bbox=[1770, 920, 1985, 944]
section-header-tr bbox=[869, 845, 1140, 875]
paragraph: Під час приймання товару впевніться в його цілісності та відсутності всередині предметів, що вільно переміщуються. bbox=[1156, 916, 1413, 956]
heading: Технічні характеристики bbox=[1156, 1140, 1285, 1152]
heading: Меры предосторожности: bbox=[1729, 313, 1866, 326]
service-url: http://eng.defender-global.com/places/buy_list/service bbox=[869, 1352, 1069, 1362]
date-label: Data produkcji: bbox=[869, 523, 947, 535]
date-label: Ishlab chiqarish sanasi: bbox=[1729, 1362, 1850, 1375]
service-url: http://eng.defender-global.com/places/buy_list/service bbox=[583, 1475, 782, 1485]
